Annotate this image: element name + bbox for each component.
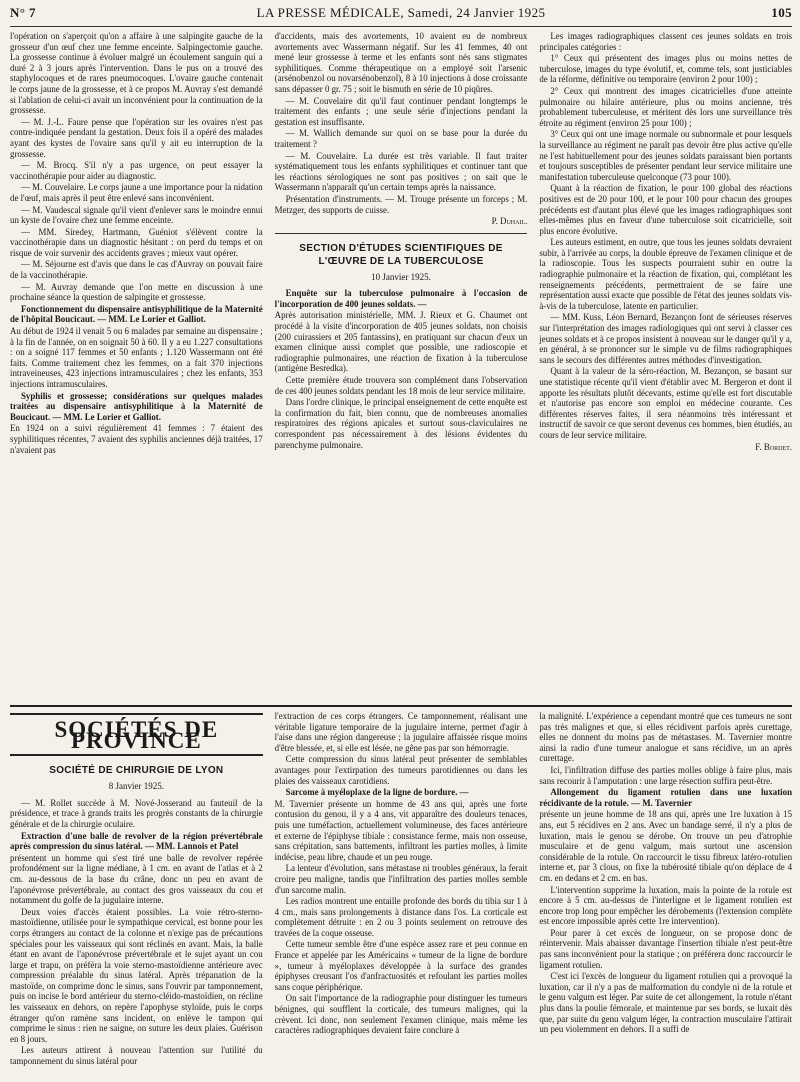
column-2-text	[275, 31, 528, 227]
column-4	[10, 711, 263, 1067]
paragraph: Cette compression du sinus latéral peut présenter de semblables avantages pour l'extirpation des tumeurs parotidiennes ou dans les plaies des vaisseaux carotidiens.	[274, 754, 528, 786]
section-date: 10 Janvier 1925.	[371, 271, 431, 282]
paragraph: d'accidents, mais des avortements, 10 avaient eu de nombreux avortements avec Wassermann négatif. Sur les 41 femmes, 40 ont mené leur grossesse à terme et les enfants sont nés sans stigmates syphilitiques. Comme thérapeutique on a employé soit l'arsenic (arsénobenzol ou novarsénobenzol), 8 à 10 injections à dose croissante sans dépasser 0 gr. 75 ; soit le bismuth en série de 10 piqûres.	[274, 31, 528, 94]
paragraph: 2° Ceux qui montrent des images cicatricielles d'une atteinte pulmonaire ou hilaire antérieure, plus ou moins ancienne, très probablement tuberculeuse, et méritent dès lors une surveillance très étroite au régiment (environ 25 pour 100) ;	[539, 85, 793, 128]
paragraph: F. Bordet.	[755, 441, 793, 452]
paragraph: l'opération on s'aperçoit qu'on a affaire à une salpingite gauche de la grosseur d'un œuf chez une femme enceinte. Salpingectomie gauche. La grossesse continue à évoluer malgré un écoulement sanguin qui a duré 2 à 3 jours après l'intervention. Dans le pus on a trouvé des staphylocoques et de rares pneumocoques. L'ovaire gauche contenait le corps jaune de la grossesse, et à ce propos M. Auvray s'est demandé si l'ablation de celui-ci avait un inconvénient pour la continuation de la grossesse.	[10, 31, 263, 116]
column-6	[539, 711, 792, 1041]
column-2	[275, 31, 528, 705]
paragraph: Enquête sur la tuberculose pulmonaire à l'occasion de l'incorporation de 400 jeunes soldats. —	[274, 288, 528, 309]
lyon-section-heading: SOCIÉTÉ DE CHIRURGIE DE LYON	[49, 765, 224, 777]
column-5	[275, 711, 528, 1041]
paragraph: — M. Couvelaire. La durée est très variable. Il faut traiter systématiquement tous les enfants syphilitiques et continuer tant que les réactions sérologiques ne sont pas positives ; on sait que le Wassermann n'apparaît qu'un certain temps après la naissance.	[274, 150, 528, 193]
societes-de-province-title: SOCIÉTÉS DE PROVINCE	[10, 713, 263, 756]
paragraph: Les auteurs attirent à nouveau l'attention sur l'utilité du tamponnement du sinus latéral pour	[10, 1045, 263, 1067]
paragraph: C'est ici l'excès de longueur du ligament rotulien qui a provoqué la luxation, car il n'y a pas de malformation du condyle ni de la rotule et le genu valgum est léger. Par suite de cet allongement, la rotule n'étant plus dans la poulie fémorale, et maintenue par ses bords, se luxait dès que, par suite du genu valgum léger, la contraction musculaire l'attirait un peu violemment en dehors. Il a suffi de	[539, 971, 793, 1035]
paragraph: Cette première étude trouvera son complément dans l'observation de ces 400 jeunes soldats pendant les 18 mois de leur service militaire.	[274, 375, 528, 396]
paragraph: En 1924 on a suivi régulièrement 41 femmes : 7 étaient des syphilitiques récentes, 7 avaient des syphilis anciennes déjà traitées, 17 n'avaient pas	[10, 423, 263, 455]
page-number: 105	[771, 5, 792, 20]
paragraph: — M. Vaudescal signale qu'il vient d'enlever sans le moindre ennui un kyste de l'ovaire chez une femme enceinte.	[10, 204, 263, 226]
paragraph: Allongement du ligament rotulien dans une luxation récidivante de la rotule. — M. Tavernier	[539, 787, 793, 808]
paragraph: — M. Rollet succède à M. Nové-Josserand au fauteuil de la présidence, et trace à grands traits les progrès constants de la chirurgie générale et de la chirurgie oculaire.	[10, 797, 263, 829]
paragraph: Quant à la réaction de fixation, le pour 100 global des réactions positives est de 20 pour 100, et le pour 100 pour chacun des groupes précédents est d'autant plus élevé que les images radiographiques sont elles-mêmes plus en faveur d'une tuberculose soit cicatricielle, soit plus encore évolutive.	[539, 183, 793, 236]
paragraph: Extraction d'une balle de revolver de la région prévertébrale après compression du sinus latéral. — MM. Lannois et Patel	[10, 830, 263, 852]
paragraph: Pour parer à cet excès de longueur, on se propose donc de réintervenir. Mais abaisser davantage l'insertion tibiale n'est peut-être pas sans inconvénient pour la statique ; on préférera donc raccourcir le ligament rotulien.	[539, 927, 793, 970]
paragraph: Au début de 1924 il venait 5 ou 6 malades par semaine au dispensaire ; à la fin de l'année, on en soignait 50 à 60. Il y a eu 1.227 consultations : on a soigné 117 femmes et 50 enfants ; 1.120 Wassermann ont été faits. Comme traitement chez les femmes, on a fait 370 injections intraveineuses, 423 injections intramusculaires ; chez les enfants, 353 injections intramusculaires.	[10, 326, 263, 389]
paragraph: M. Tavernier présente un homme de 43 ans qui, après une forte contusion du genou, il y a 4 ans, vit apparaître des douleurs tenaces, puis une tuméfaction, actuellement volumineuse, des faces antérieure et externe de l'épiphyse tibiale : consistance ferme, mais non osseuse, sans crépitation, sans battements, infiltrant les parties molles, à limite indécise, peau libre, chaude et un peu rouge.	[274, 798, 528, 862]
paragraph: Les auteurs estiment, en outre, que tous les jeunes soldats devraient subir, à l'arrivée au corps, la double épreuve de l'examen clinique et de la radioscopie. Tous les suspects pourraient subir en outre la radiographie pulmonaire et la réaction de fixation, qui, complétant les renseignements précédents, permettraient de se faire une représentation aussi exacte que possible de l'état des jeunes soldats vis-à-vis de la tuberculose, latente en particulier.	[539, 237, 793, 311]
issue-number: N° 7	[10, 5, 36, 20]
top-columns	[10, 31, 792, 705]
paragraph: Deux voies d'accès étaient possibles. La voie rétro-sterno-mastoïdienne, utilisée pour le sympathique cervical, est bonne pour les corps étrangers au contact de la colonne et n'exige pas de précautions spéciales pour les vaisseaux qui sont réclinés en avant. Mais, la balle étant en avant de l'aponévrose prévertébrale et le sujet ayant un cou large et trapu, on préféra la voie sterno-mastoïdienne antérieure avec compression préalable du sinus latéral. Après trépanation de la mastoïde, on comprime donc le sinus, sans l'ouvrir par tamponnement, puis on incise le bord antérieur du sterno-cléido-mastoïdien, on récline les vaisseaux en dehors, on repère l'apophyse styloïde, puis le corps étranger qu'on ramène sans incident, on enlève le tampon qui comprime le sinus : rien ne saigne, on suture les deux plaies. Guérison en 8 jours.	[10, 906, 263, 1044]
paragraph: La lenteur d'évolution, sans métastase ni troubles généraux, la ferait croire peu maligne, tandis que l'infiltration des parties molles semble d'un sarcome malin.	[274, 863, 528, 895]
paragraph: Cette tumeur semble être d'une espèce assez rare et peu connue en France et appelée par les Américains « tumeur de la ligne de bordure », tumeur à myéloplaxes développée à la surface des grandes épiphyses creusant l'os d'anfractuosités et refoulant les parties molles sans coque périphérique.	[274, 939, 528, 992]
paragraph: Ici, l'infiltration diffuse des parties molles oblige à faire plus, mais sans recourir à l'amputation : une large résection suffira peut-être.	[539, 764, 793, 786]
paragraph: 3° Ceux qui ont une image normale ou subnormale et pour lesquels la surveillance au régiment ne paraît pas devoir être plus active qu'elle ne l'est habituellement pour des jeunes soldats paraissant bien portants et toujours susceptibles de présenter pendant leur service militaire une manifestation tuberculeuse quelconque (73 pour 100).	[539, 129, 793, 182]
paragraph: Dans l'ordre clinique, le principal enseignement de cette enquête est la confirmation du fait, bien connu, que de nombreuses anomalies respiratoires des régions apicales et surtout sous-claviculaires ne correspondent pas nécessairement à des lésions évidentes du parenchyme pulmonaire.	[274, 397, 528, 450]
paragraph: — M. Auvray demande que l'on mette en discussion à une prochaine séance la question de salpingite et grossesse.	[10, 281, 263, 303]
paragraph: présentent un homme qui s'est tiré une balle de revolver repérée profondément sur la ligne médiane, à 1 cm. en avant de l'atlas et à 2 cm. au-dessous de la base du crâne, donc un peu en avant de l'aponévrose prévertébrale, au contact des gros vaisseaux du cou et notamment du golfe de la jugulaire interne.	[10, 852, 263, 906]
bottom-rule	[10, 705, 792, 707]
paragraph: — M. J.-L. Faure pense que l'opération sur les ovaires n'est pas contre-indiquée pendant la gestation. Deux fois il a opéré des malades ayant des kystes de l'ovaire sans qu'il y ait eu interruption de la grossesse.	[10, 116, 263, 159]
section-text	[275, 288, 528, 450]
section-divider	[275, 233, 528, 234]
bottom-columns	[10, 711, 793, 1067]
paragraph: — M. Séjourne est d'avis que dans le cas d'Auvray on pouvait faire de la vaccinothérapie.	[10, 259, 263, 281]
paragraph: 1° Ceux qui présentent des images plus ou moins nettes de tuberculose, images du type évolutif, et, comme tels, sont justiciables de la réforme, définitive ou temporaire (environ 2 pour 100) ;	[539, 53, 793, 85]
paragraph: — M. Wallich demande sur quoi on se base pour la durée du traitement ?	[274, 128, 528, 149]
paragraph: — M. Brocq. S'il n'y a pas urgence, on peut essayer la vaccinothérapie pour aider au diagnostic.	[10, 160, 263, 181]
paragraph: Après autorisation ministérielle, MM. J. Rieux et G. Chaumet ont procédé à la visite d'incorporation de 405 jeunes soldats, non choisis (200 cuirassiers et 205 fantassins), en pratiquant sur chacun d'eux un examen clinique aussi complet que possible, une radioscopie et radiographie pulmonaires, une réaction de fixation à la tuberculose (antigène Besredka).	[274, 310, 528, 374]
lyon-section-date: 8 Janvier 1925.	[108, 781, 164, 792]
paragraph: Les images radiographiques classent ces jeunes soldats en trois principales catégories :	[539, 31, 793, 52]
paragraph: la malignité. L'expérience a cependant montré que ces tumeurs ne sont pas très malignes et que, si elles récidivent parfois après curettage, elles ne donnent du moins pas de métastases. M. Tavernier montre ainsi la radio d'une tumeur analogue et sans récidive, un an après curettage.	[539, 711, 793, 764]
paragraph: Présentation d'instruments. — M. Trouge présente un forceps ; M. Metzger, des supports de cuisse.	[274, 193, 528, 215]
paragraph: — MM. Kuss, Léon Bernard, Bezançon font de sérieuses réserves sur l'interprétation des images radiologiques qui ont servi à classer ces jeunes soldats et à ce propos insistent à nouveau sur le danger qu'il y a, en général, à se prononcer sur le simple vu de films radiographiques sans le secours des différentes autres méthodes d'investigation.	[539, 312, 793, 365]
paragraph: présente un jeune homme de 18 ans qui, après une 1re luxation à 15 ans, eut 5 récidives en 2 ans. Avec un bandage serré, il n'y a plus de luxation, mais le genou se dérobe. On trouve un peu d'atrophie musculaire et de genu valgum, mais surtout une ascension considérable de la rotule. On raccourcit le tissu fibreux latéro-rotulien interne et, par 3 clous, on fixe la tubérosité tibiale qu'on déplace de 4 cm. en dedans et 2 cm. en bas.	[539, 809, 793, 883]
paragraph: P. Duhail.	[491, 216, 528, 227]
paragraph: — M. Couvelaire dit qu'il faut continuer pendant longtemps le traitement des enfants ; une seule série d'injections pendant la gestation est insuffisante.	[274, 95, 528, 127]
paragraph: On sait l'importance de la radiographie pour distinguer les tumeurs bénignes, qui soufflent la corticale, des tumeurs malignes, qui la crèvent. Ici donc, non seulement l'examen clinique, mais même les caractères radiographiques devaient faire conclure à	[274, 993, 528, 1036]
column-1	[10, 31, 263, 705]
paragraph: — M. Couvelaire. Le corps jaune a une importance pour la nidation de l'œuf, mais après il peut être enlevé sans inconvénient.	[10, 182, 263, 203]
paragraph: Les radios montrent une entaille profonde des bords du tibia sur 1 à 4 cm., mais sans prolongements à distance dans l'os. La corticale est complètement détruite : en 2 ou 3 points seulement on retrouve des travées de la coque osseuse.	[274, 896, 528, 938]
paragraph: L'intervention supprime la luxation, mais la pointe de la rotule est encore à 5 cm. au-dessus de l'interligne et le ligament rotulien est encore trop long pour empêcher les dérobements (l'extension complète est encore impossible après cette 1re intervention).	[539, 884, 793, 927]
paragraph: Quant à la valeur de la séro-réaction, M. Bezançon, se basant sur une statistique récente qu'il vient d'établir avec M. Bergeron et dont il apporte les résultats plutôt décevants, estime qu'elle est fort discutable et n'autorise pas encore son emploi en médecine courante. Ces différentes réserves faites, il sera néanmoins très intéressant et instructif de savoir ce que seront devenus ces hommes, bien étudiés, au cours de leur service militaire.	[539, 366, 793, 440]
paragraph: Syphilis et grossesse; considérations sur quelques malades traitées au dispensaire antisyphilitique à la Maternité de Boucicaut. — MM. Le Lorier et Galliot.	[10, 390, 263, 422]
paragraph: Sarcome à myéloplaxe de la ligne de bordure. —	[285, 787, 469, 798]
journal-title: LA PRESSE MÉDICALE, Samedi, 24 Janvier 1925	[256, 5, 546, 20]
page-header	[10, 0, 792, 27]
column-3	[539, 31, 792, 705]
paragraph: — MM. Siredey, Hartmann, Guéniot s'élèvent contre la vaccinothérapie dans un diagnostic hésitant : on perd du temps et on risque de voir survenir des accidents graves ; mieux vaut opérer.	[10, 226, 263, 258]
paragraph: Fonctionnement du dispensaire antisyphilitique de la Maternité de l'hôpital Boucicaut. — MM. Le Lorier et Galliot.	[10, 303, 263, 325]
section-heading: SECTION D'ÉTUDES SCIENTIFIQUES DE L'ŒUVRE DE LA TUBERCULOSE	[299, 242, 503, 267]
paragraph: l'extraction de ces corps étrangers. Ce tamponnement, réalisant une véritable ligature temporaire de la jugulaire interne, permet d'agir à l'aise dans une région dangereuse ; la jugulaire affaissée risque moins d'être blessée, et, si elle est lésée, ne gêne pas par son hémorragie.	[274, 711, 528, 753]
column-4-text	[10, 798, 263, 1067]
